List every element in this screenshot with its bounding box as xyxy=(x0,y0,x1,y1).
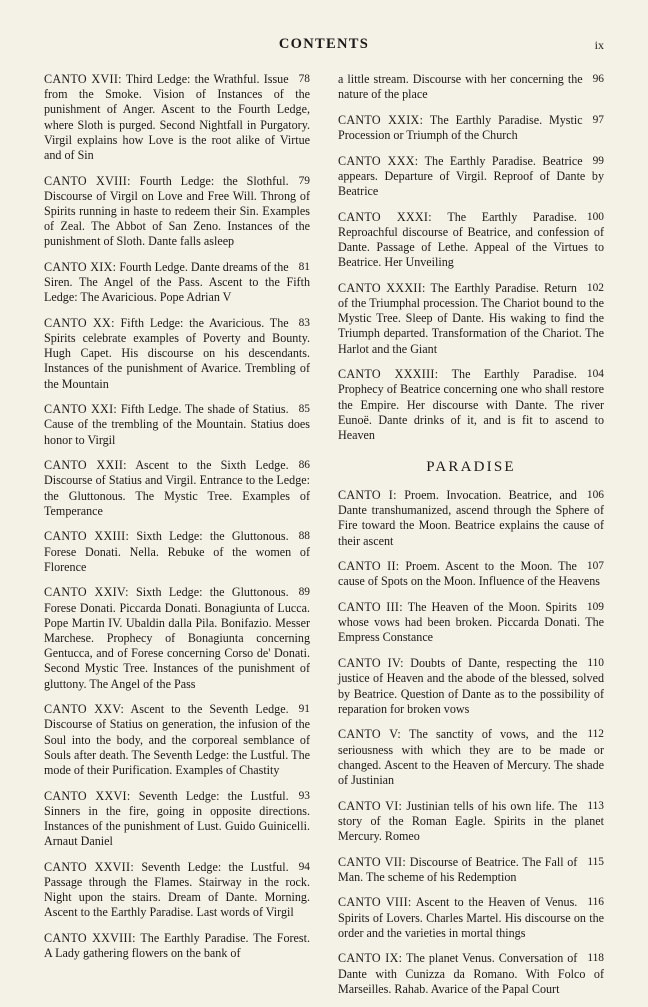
toc-entry[interactable] xyxy=(338,210,604,271)
canto-label: CANTO XXII: xyxy=(44,458,127,473)
entry-text: Seventh Ledge: the Lustful. Passage through the Flames. Stairway in the rock. Night upon the stairs. Dream of Dante. Morning. Ascent to the Earthly Paradise. Last words of Virgil xyxy=(44,859,310,920)
entry-text: Discourse of Beatrice. The Fall of Man. The scheme of his Redemption xyxy=(338,854,578,884)
canto-label: CANTO XVIII: xyxy=(44,173,131,188)
entry-text: Fifth Ledge: the Avaricious. The Spirits celebrate examples of Poverty and Bounty. Hugh Capet. His discourse on his descendants. Instances of the punishment of Avarice. Trembling of the Mountain xyxy=(44,315,310,391)
canto-label: CANTO VI: xyxy=(338,798,403,813)
page-number: 83 xyxy=(298,316,310,329)
canto-label: CANTO XXXIII: xyxy=(338,367,439,382)
entry-text: The planet Venus. Conversation of Dante with Cunizza da Romano. With Folco of Marseilles. Rahab. Avarice of the Papal Court xyxy=(338,951,604,996)
canto-label: CANTO VII: xyxy=(338,854,407,869)
toc-entry[interactable] xyxy=(338,488,604,549)
left-column xyxy=(44,72,310,972)
page-number: 104 xyxy=(586,368,604,381)
entry-text: Fifth Ledge. The shade of Statius. Cause of the trembling of the Mountain. Statius does honor to Virgil xyxy=(44,402,310,447)
entry-text: The Earthly Paradise. Reproachful discourse of Beatrice, and confession of Dante. Passage of Lethe. Appeal of the Virtues to Beatrice. Her Unveiling xyxy=(338,209,604,270)
toc-entry[interactable] xyxy=(44,702,310,778)
canto-label: CANTO XXXI: xyxy=(338,209,432,224)
folio-number: ix xyxy=(594,38,604,52)
page-number: 96 xyxy=(592,73,604,85)
right-column xyxy=(338,72,604,1007)
entry-text: Fourth Ledge. Dante dreams of the Siren. The Angel of the Pass. Ascent to the Fifth Ledge: The Avaricious. Pope Adrian V xyxy=(44,259,310,305)
page-number: 102 xyxy=(586,281,604,294)
entry-text: Doubts of Dante, respecting the justice of Heaven and the abode of the blessed, solved by Beatrice. Question of Dante as to the possibility of reparation for broken vows xyxy=(338,656,604,716)
entry-text: Third Ledge: the Wrathful. Issue from the Smoke. Vision of Instances of the punishment of Anger. Ascent to the Fourth Ledge, where Sloth is purged. Second Nightfall in Purgatory. Virgil explains how Love is the root alike of Virtue and of Sin xyxy=(44,72,310,162)
page-number: 88 xyxy=(298,530,310,543)
entry-text: The Earthly Paradise. The Forest. A Lady gathering flowers on the bank of xyxy=(44,930,310,961)
toc-entry[interactable] xyxy=(44,260,310,306)
canto-label: CANTO XXXII: xyxy=(338,280,426,295)
toc-entry[interactable] xyxy=(44,860,310,921)
page-number: 115 xyxy=(587,855,604,868)
entry-text: a little stream. Discourse with her concerning the nature of the place xyxy=(338,72,583,102)
canto-label: CANTO V: xyxy=(338,727,402,742)
two-column-body xyxy=(44,72,604,1007)
canto-label: CANTO III: xyxy=(338,600,403,615)
page-number: 78 xyxy=(298,73,310,85)
toc-entry[interactable] xyxy=(338,559,604,589)
page-number: 116 xyxy=(587,896,604,909)
toc-entry[interactable] xyxy=(338,656,604,717)
toc-entry[interactable] xyxy=(338,895,604,941)
entry-text: Ascent to the Heaven of Venus. Spirits of Lovers. Charles Martel. His discourse on the order and the varieties in mortal things xyxy=(338,895,604,940)
page-number: 99 xyxy=(592,154,604,167)
page-number: 107 xyxy=(586,560,604,573)
page-number: 79 xyxy=(298,174,310,187)
toc-entry[interactable] xyxy=(44,402,310,448)
entry-text: The Heaven of the Moon. Spirits whose vows had been broken. Piccarda Donati. The Empress Constance xyxy=(338,600,604,645)
canto-label: CANTO II: xyxy=(338,559,400,574)
entry-text: Proem. Invocation. Beatrice, and Dante transhumanized, ascend through the Sphere of Fire toward the Moon. Beatrice explains the cause of their ascent xyxy=(338,488,604,548)
toc-entry[interactable] xyxy=(338,367,604,443)
toc-entry[interactable] xyxy=(44,585,310,691)
page-number: 81 xyxy=(298,260,310,273)
canto-label: CANTO IX: xyxy=(338,951,403,966)
entry-text: Proem. Ascent to the Moon. The cause of Spots on the Moon. Influence of the Heavens xyxy=(338,559,600,589)
entry-text: The Earthly Paradise. Prophecy of Beatrice concerning one who shall restore the Empire. Her discourse with Dante. The river Eunoë. Dante drinks of it, and is fit to ascend to Heaven xyxy=(338,367,604,442)
canto-label: CANTO XXIX: xyxy=(338,112,424,127)
page-header xyxy=(44,36,604,62)
canto-label: CANTO VIII: xyxy=(338,895,412,910)
entry-text: Sixth Ledge: the Gluttonous. Forese Donati. Nella. Rebuke of the women of Florence xyxy=(44,529,310,574)
canto-label: CANTO XX: xyxy=(44,315,115,330)
entry-text: The Earthly Paradise. Return of the Triumphal procession. The Chariot bound to the Mystic Tree. Sleep of Dante. His waking to find the Triumph departed. Transformation of the Chariot. The Harlot and the Giant xyxy=(338,280,604,356)
page-number: 100 xyxy=(586,210,604,223)
canto-label: CANTO XIX: xyxy=(44,259,117,274)
entry-text: Fourth Ledge: the Slothful. Discourse of Virgil on Love and Free Will. Throng of Spirits running in haste to redeem their Sin. Examples of Zeal. The Abbot of San Zeno. Instances of the punishment of Sloth. Dante falls asleep xyxy=(44,173,310,249)
entry-text: The Earthly Paradise. Mystic Procession or Triumph of the Church xyxy=(338,112,583,143)
page-number: 93 xyxy=(298,789,310,802)
toc-entry[interactable] xyxy=(44,458,310,519)
page-number: 89 xyxy=(298,586,310,599)
canto-label: CANTO XXI: xyxy=(44,402,118,417)
canto-label: CANTO XXVII: xyxy=(44,859,134,874)
toc-entry[interactable] xyxy=(338,154,604,200)
canto-label: CANTO XXIV: xyxy=(44,585,129,600)
toc-entry[interactable] xyxy=(44,529,310,575)
toc-entry[interactable] xyxy=(44,789,310,850)
canto-label: CANTO XXVI: xyxy=(44,788,131,803)
page-number: 106 xyxy=(586,489,604,502)
canto-label: CANTO XVII: xyxy=(44,72,122,86)
page-number: 113 xyxy=(587,799,604,812)
page-number: 85 xyxy=(298,403,310,416)
toc-entry[interactable] xyxy=(338,951,604,997)
entry-text: The Earthly Paradise. Beatrice appears. Departure of Virgil. Reproof of Dante by Beatrice xyxy=(338,153,604,199)
canto-label: CANTO I: xyxy=(338,488,397,503)
page-number: 86 xyxy=(298,459,310,472)
canto-label: CANTO XXIII: xyxy=(44,529,130,544)
page-number: 110 xyxy=(587,657,604,670)
page-number: 112 xyxy=(587,728,604,741)
toc-entry[interactable] xyxy=(44,174,310,250)
entry-text: The sanctity of vows, and the seriousness with which they are to be made or changed. Ascent to the Heaven of Mercury. The shade of Justinian xyxy=(338,727,604,787)
page-number: 94 xyxy=(298,860,310,873)
toc-entry-continuation[interactable] xyxy=(338,72,604,102)
section-heading-paradise: PARADISE xyxy=(426,459,516,476)
toc-entry[interactable] xyxy=(44,316,310,392)
entry-text: Ascent to the Seventh Ledge. Discourse of Statius on generation, the infusion of the Soul into the body, and the corporeal semblance of Souls after death. The Seventh Ledge: the Lustful. The mode of their Purification. Examples of Chastity xyxy=(44,702,310,777)
toc-entry[interactable] xyxy=(338,281,604,357)
toc-entry[interactable] xyxy=(338,113,604,143)
entry-text: Sixth Ledge: the Gluttonous. Forese Donati. Piccarda Donati. Bonagiunta of Lucca. Pope Martin IV. Ubaldin dalla Pila. Bonifazio. Messer Marchese. Prophecy of Bonagiunta concerning Gentucca, and of Forese concerning Corso de' Donati. Second Mystic Tree. Instances of the punishment of gluttony. The Angel of the Pass xyxy=(44,585,310,691)
toc-entry[interactable] xyxy=(44,931,310,961)
toc-entry[interactable] xyxy=(338,799,604,845)
toc-entry[interactable] xyxy=(338,600,604,646)
entry-text: Justinian tells of his own life. The story of the Roman Eagle. Spirits in the planet Mercury. Romeo xyxy=(338,798,604,843)
toc-entry[interactable] xyxy=(338,855,604,885)
canto-label: CANTO IV: xyxy=(338,656,404,671)
entry-text: Ascent to the Sixth Ledge. Discourse of Statius and Virgil. Entrance to the Ledge: the Gluttonous. The Mystic Tree. Examples of Temperance xyxy=(44,458,310,518)
page-title: CONTENTS xyxy=(278,36,370,52)
entry-text: Seventh Ledge: the Lustful. Sinners in the fire, going in opposite directions. Instances of the punishment of Lust. Guido Guinicelli. Arnaut Daniel xyxy=(44,788,310,849)
page-number: 97 xyxy=(592,113,604,126)
page-number: 109 xyxy=(586,601,604,614)
page-number: 118 xyxy=(587,952,604,965)
canto-label: CANTO XXX: xyxy=(338,153,419,168)
toc-entry[interactable] xyxy=(44,72,310,163)
page-number: 91 xyxy=(298,703,310,716)
canto-label: CANTO XXV: xyxy=(44,702,125,717)
toc-entry[interactable] xyxy=(338,727,604,788)
canto-label: CANTO XXVIII: xyxy=(44,930,136,945)
